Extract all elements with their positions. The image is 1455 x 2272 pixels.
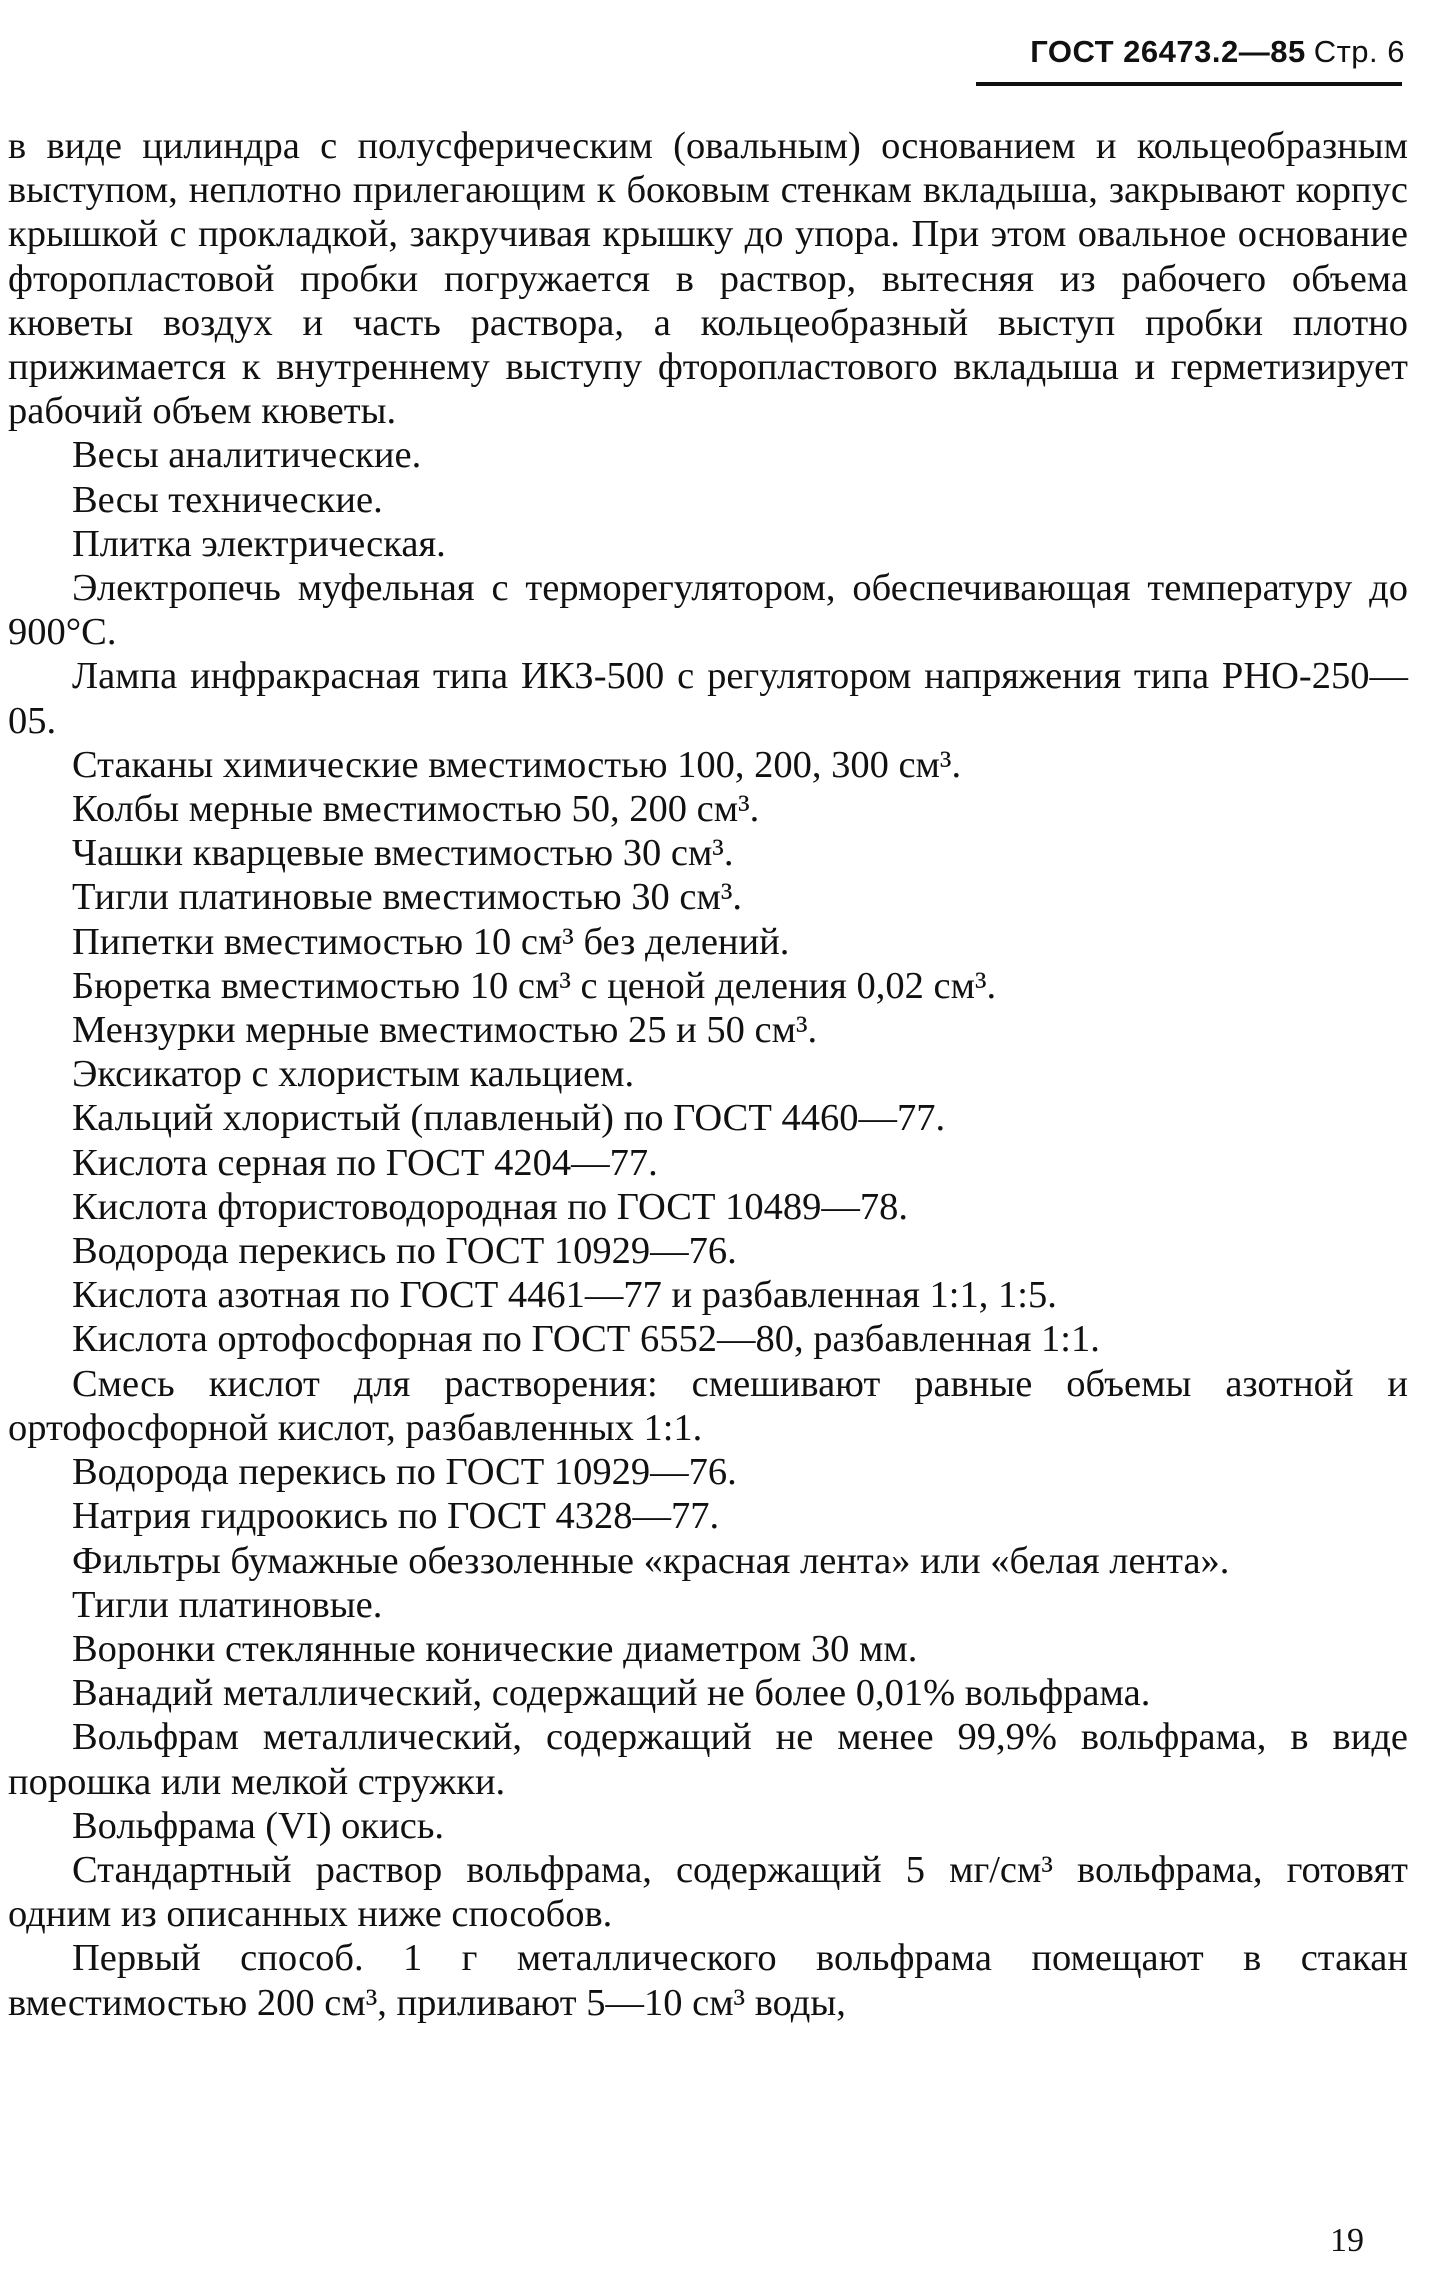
- list-item: Весы аналитические.: [72, 434, 422, 477]
- list-item: Электропечь муфельная с терморегулятором, обеспечивающая температуру до 900°С.: [8, 567, 1408, 654]
- list-item: Колбы мерные вместимостью 50, 200 см³.: [72, 788, 760, 831]
- list-item: Весы технические.: [72, 478, 383, 521]
- header-rule: [976, 82, 1402, 86]
- list-item: Воронки стеклянные конические диаметром 30 мм.: [72, 1627, 918, 1670]
- list-item: Ванадий металлический, содержащий не более 0,01% вольфрама.: [72, 1672, 1151, 1715]
- list-item: Фильтры бумажные обеззоленные «красная лента» или «белая лента».: [72, 1539, 1230, 1582]
- list-item: Эксикатор с хлористым кальцием.: [72, 1053, 635, 1096]
- page-number: 19: [1330, 2222, 1364, 2259]
- list-item: Стандартный раствор вольфрама, содержащий 5 мг/см³ вольфрама, готовят одним из описанных ниже способов.: [8, 1848, 1408, 1936]
- list-item: Вольфрам металлический, содержащий не менее 99,9% вольфрама, в виде порошка или мелкой стружки.: [8, 1716, 1408, 1803]
- list-item: Кальций хлористый (плавленый) по ГОСТ 4460—77.: [72, 1097, 946, 1140]
- paragraph: Первый способ. 1 г металлического вольфрама помещают в стакан вместимостью 200 см³, приливают 5—10 см³ воды,: [8, 1937, 1408, 2024]
- list-item: Кислота азотная по ГОСТ 4461—77 и разбавленная 1:1, 1:5.: [72, 1274, 1057, 1317]
- list-item: Кислота фтористоводородная по ГОСТ 10489—78.: [72, 1185, 909, 1228]
- list-item: Кислота ортофосфорная по ГОСТ 6552—80, разбавленная 1:1.: [72, 1318, 1100, 1361]
- list-item: Смесь кислот для растворения: смешивают равные объемы азотной и ортофосфорной кислот, разбавленных 1:1.: [8, 1362, 1408, 1449]
- paragraph-continuation: в виде цилиндра с полусферическим (овальным) основанием и кольцеобразным выступом, неплотно прилегающим к боковым стенкам вкладыша, закрывают корпус крышкой с прокладкой, закручивая крышку до упора. При этом овальное основание фторопластовой пробки погружается в раствор, вытесняя из рабочего объема кюветы воздух и часть раствора, а кольцеобразный выступ пробки плотно прижимается к внутреннему выступу фторопластового вкладыша и герметизирует рабочий объем кюветы.: [8, 125, 1408, 433]
- list-item: Стаканы химические вместимостью 100, 200, 300 см³.: [72, 743, 962, 786]
- page-header: [1030, 34, 1405, 70]
- page-label: Стр. 6: [1313, 34, 1405, 69]
- list-item: Кислота серная по ГОСТ 4204—77.: [72, 1141, 658, 1184]
- list-item: Тигли платиновые вместимостью 30 см³.: [72, 876, 743, 919]
- list-item: Натрия гидроокись по ГОСТ 4328—77.: [72, 1495, 720, 1538]
- list-item: Лампа инфракрасная типа ИКЗ-500 с регулятором напряжения типа РНО-250—05.: [8, 655, 1408, 742]
- list-item: Бюретка вместимостью 10 см³ с ценой деления 0,02 см³.: [72, 964, 997, 1007]
- list-item: Вольфрама (VI) окись.: [72, 1804, 445, 1847]
- list-item: Водорода перекись по ГОСТ 10929—76.: [72, 1230, 737, 1273]
- list-item: Плитка электрическая.: [72, 522, 446, 565]
- standard-number: ГОСТ 26473.2—85: [1030, 34, 1306, 69]
- list-item: Мензурки мерные вместимостью 25 и 50 см³.: [72, 1009, 818, 1052]
- list-item: Водорода перекись по ГОСТ 10929—76.: [72, 1451, 737, 1494]
- document-body: [8, 124, 1408, 2025]
- list-item: Тигли платиновые.: [72, 1583, 383, 1626]
- list-item: Пипетки вместимостью 10 см³ без делений.: [72, 920, 790, 963]
- list-item: Чашки кварцевые вместимостью 30 см³.: [72, 832, 734, 875]
